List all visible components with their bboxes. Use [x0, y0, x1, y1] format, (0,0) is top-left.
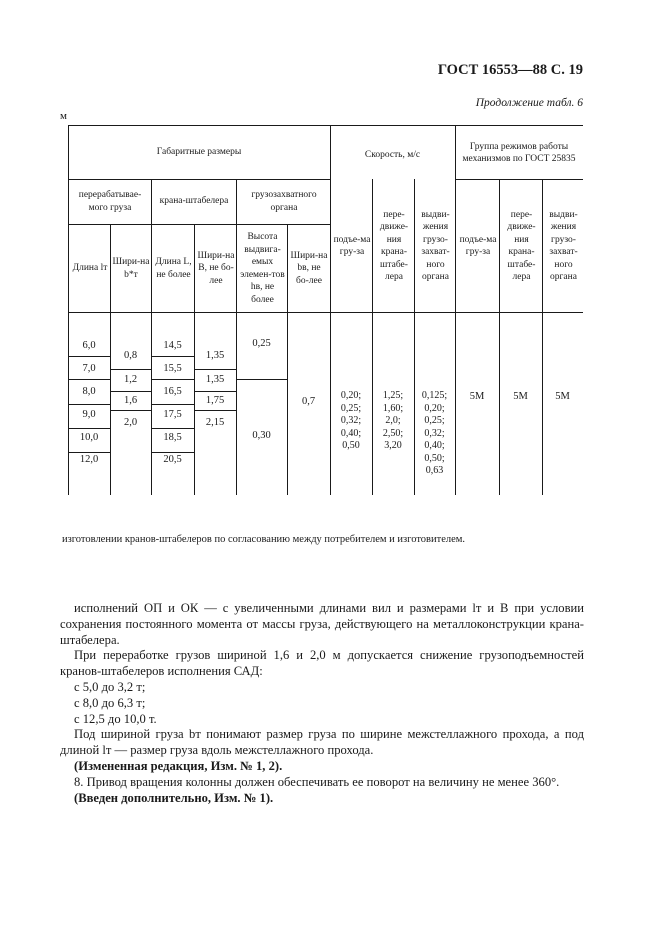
crane-length-value: 16,5: [163, 386, 182, 397]
cargo-length-value: 7,0: [82, 363, 96, 374]
row-line: [151, 404, 194, 405]
speed-travel-values: [372, 390, 414, 453]
crane-length-value: 18,5: [163, 432, 182, 443]
amendment-note: (Измененная редакция, Изм. № 1, 2).: [74, 758, 283, 773]
page-header: ГОСТ 16553—88 С. 19: [437, 62, 583, 78]
col-header-cargo-width: Шири-на b*т: [112, 257, 150, 280]
speed-extend-value: 0,50;: [424, 452, 445, 464]
col-divider-mode-extend: [542, 179, 543, 495]
col-header-crane-length: Длина L, не более: [155, 257, 192, 280]
cargo-width-value: 1,6: [123, 395, 138, 406]
gripper-subgroup-header: грузозахватного органа: [251, 190, 317, 213]
row-line: [68, 428, 110, 429]
mode-extend-value: 5М: [555, 391, 570, 402]
col-header-speed-lift: подъе-ма гру-за: [333, 234, 371, 257]
mode-travel-value: 5М: [513, 391, 528, 402]
crane-subgroup-header: крана-штабелера: [159, 196, 229, 207]
list-item: с 12,5 до 10,0 т.: [74, 711, 157, 726]
crane-length-value: 15,5: [163, 363, 182, 374]
crane-width-value: 1,75: [205, 395, 225, 406]
header-bottom-border: [68, 312, 583, 313]
col-header-mode-extend: выдви-жения грузо-захват-ного органа: [549, 209, 578, 282]
cargo-subgroup-header: перерабатывае-мого груза: [78, 190, 142, 213]
speed-extend-value: 0,32;: [424, 427, 445, 439]
speed-extend-value: 0,20;: [424, 402, 445, 414]
speed-travel-value: 1,60;: [382, 402, 404, 414]
row-line: [151, 379, 194, 380]
col-header-cargo-length: Длина lт: [72, 263, 108, 274]
cargo-length-value: 6,0: [82, 340, 96, 351]
speed-extend-value: 0,125;: [421, 390, 448, 401]
speed-lift-value: 0,40;: [340, 427, 362, 439]
speed-extend-value: 0,25;: [424, 415, 445, 426]
row-line: [110, 369, 151, 370]
dimensions-group-header: Габаритные размеры: [156, 146, 242, 157]
row-line: [68, 379, 110, 380]
amendment-note: (Введен дополнительно, Изм. № 1).: [74, 790, 274, 805]
speed-lift-value: 0,50: [342, 440, 360, 451]
crane-width-value: 1,35: [205, 374, 225, 385]
cargo-length-value: 8,0: [82, 386, 96, 397]
row-line: [236, 379, 287, 380]
cargo-length-value: 9,0: [82, 409, 96, 420]
col-header-mode-travel: пере-движе-ния крана-штабе-лера: [507, 209, 536, 282]
table-footnote: изготовлении кранов-штабелеров по согласованию между потребителем и изготовителем.: [62, 534, 466, 545]
modes-group-header: Группа режимов работы механизмов по ГОСТ 25835: [462, 141, 576, 164]
col-divider-modes: [455, 125, 456, 495]
table-continuation-label: Продолжение табл. 6: [475, 97, 583, 109]
crane-width-value: 2,15: [205, 417, 225, 428]
col-header-gripper-height: Высота выдвига-емых элемен-тов hв, не более: [240, 232, 285, 305]
list-item: с 5,0 до 3,2 т;: [74, 679, 146, 694]
col-divider-gripper-width: [287, 224, 288, 495]
dimensions-table: [68, 125, 583, 495]
crane-length-value: 14,5: [163, 340, 182, 351]
row-line: [68, 404, 110, 405]
speed-lift-values: [330, 390, 372, 453]
col-divider-crane: [151, 179, 152, 495]
col-header-speed-travel: пере-движе-ния крана-штабе-лера: [379, 209, 409, 282]
speed-group-header: Скорость, м/с: [364, 149, 421, 160]
row-line: [110, 410, 151, 411]
gripper-height-value: 0,25: [252, 338, 271, 349]
crane-length-value: 17,5: [163, 409, 182, 420]
col-header-speed-extend: выдви-жения грузо-захват-ного органа: [421, 209, 450, 282]
speed-extend-value: 0,40;: [424, 440, 445, 451]
speed-travel-value: 2,0;: [385, 415, 401, 426]
body-text: [60, 601, 584, 806]
speed-travel-value: 3,20: [384, 440, 402, 451]
paragraph: Под шириной груза bт понимают размер груза по ширине межстеллажного прохода, а под длиной lт — размер груза вдоль межстеллажного прохода.: [60, 727, 584, 758]
cargo-length-value: 10,0: [79, 432, 99, 443]
cargo-width-value: 1,2: [123, 374, 138, 385]
speed-lift-value: 0,25;: [340, 402, 362, 414]
row-line: [194, 410, 236, 411]
row-line: [151, 428, 194, 429]
col-divider-mode-travel: [499, 179, 500, 495]
paragraph: 8. Привод вращения колонны должен обеспечивать ее поворот на величину не менее 360°.: [74, 774, 560, 789]
list-item: с 8,0 до 6,3 т;: [74, 695, 146, 710]
row-line: [110, 391, 151, 392]
col-divider-gripper: [236, 179, 237, 495]
col-header-gripper-width: Шири-на bв, не бо-лее: [290, 250, 328, 286]
crane-length-value: 20,5: [163, 454, 182, 465]
row-line: [68, 452, 110, 453]
speed-travel-value: 2,50;: [382, 427, 404, 439]
row-line: [151, 356, 194, 357]
cargo-length-value: 12,0: [79, 454, 99, 465]
col-header-crane-width: Шири-на B, не бо-лее: [197, 250, 235, 286]
paragraph: исполнений ОП и ОК — с увеличенными длинами вил и размерами lт и B при условии сохранения постоянного момента от массы груза, действующего на металлоконструкции крана-штабелера.: [60, 601, 584, 647]
speed-travel-value: 1,25;: [382, 390, 404, 401]
speed-extend-value: 0,63: [425, 465, 444, 476]
row-line: [194, 391, 236, 392]
crane-width-value: 1,35: [205, 350, 225, 361]
mode-lift-value: 5М: [469, 391, 485, 402]
cargo-width-value: 2,0: [123, 417, 138, 428]
speed-extend-values: [414, 390, 455, 478]
table-unit-label: м: [60, 110, 67, 122]
row-line: [68, 356, 110, 357]
gripper-height-value: 0,30: [252, 430, 271, 441]
paragraph: При переработке грузов шириной 1,6 и 2,0 м допускается снижение грузоподъемностей кранов-штабелеров исполнения САД:: [60, 648, 584, 679]
row-line: [194, 369, 236, 370]
col-header-mode-lift: подъе-ма гру-за: [459, 234, 497, 257]
speed-lift-value: 0,32;: [340, 415, 362, 426]
row-line: [151, 452, 194, 453]
speed-lift-value: 0,20;: [340, 390, 362, 401]
cargo-width-value: 0,8: [123, 350, 138, 361]
gripper-width-value: 0,7: [301, 396, 316, 407]
